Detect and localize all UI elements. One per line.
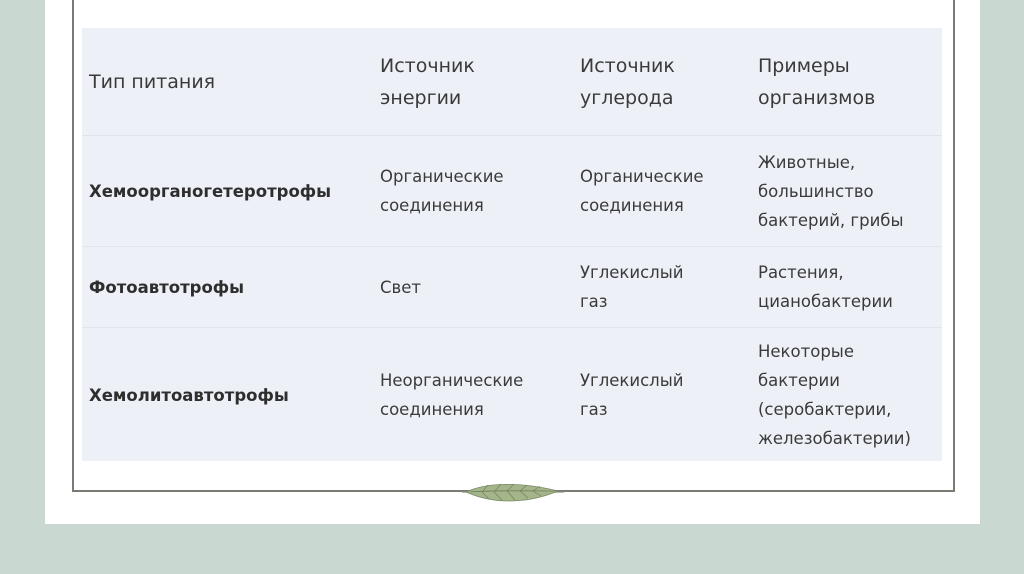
header-nutrition-type: Тип питания: [82, 28, 374, 136]
leaf-ornament-icon: [462, 480, 564, 510]
header-energy-source: Источник энергии: [374, 28, 574, 136]
cell-type: Хемолитоавтотрофы: [89, 385, 289, 405]
cell-examples: Некоторые бактерии (серобактерии, железобактерии): [758, 342, 911, 448]
cell-examples: Животные, большинство бактерий, грибы: [752, 136, 942, 247]
cell-type: Хемоорганогетеротрофы: [82, 136, 374, 247]
cell-energy: Свет: [374, 247, 574, 328]
nutrition-table: [82, 28, 942, 462]
header-carbon-source: Источник углерода: [574, 28, 752, 136]
table-row: [82, 328, 942, 463]
cell-energy: Органические соединения: [374, 136, 574, 247]
cell-energy: Неорганические соединения: [380, 371, 524, 419]
cell-carbon: Углекислый газ: [574, 247, 752, 328]
cell-examples: Растения, цианобактерии: [752, 247, 942, 328]
header-examples: Примеры организмов: [752, 28, 942, 136]
table-row: [82, 136, 942, 247]
nutrition-table-container: [82, 28, 942, 461]
table-row: [82, 247, 942, 328]
cell-type: Фотоавтотрофы: [82, 247, 374, 328]
table-header-row: [82, 28, 942, 136]
cell-carbon: Органические соединения: [574, 136, 752, 247]
cell-carbon: Углекислый газ: [580, 371, 684, 419]
